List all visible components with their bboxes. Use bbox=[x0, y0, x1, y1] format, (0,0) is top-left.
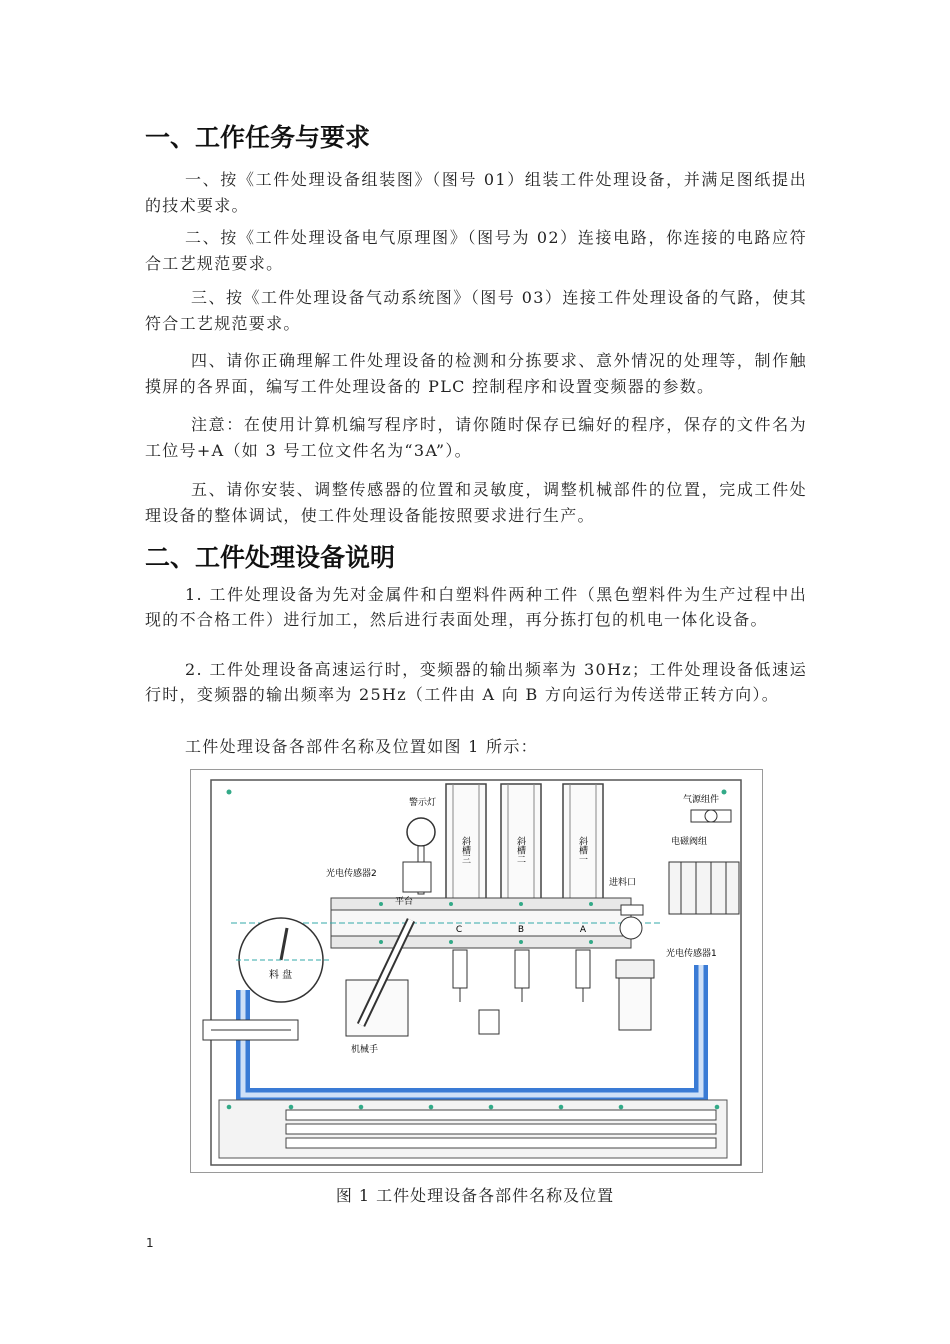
chute-3-label: 斜槽三 bbox=[460, 836, 470, 864]
figure-intro: 工件处理设备各部件名称及位置如图 1 所示： bbox=[185, 737, 538, 756]
position-a-label: A bbox=[579, 925, 587, 935]
chute-1-label: 斜槽一 bbox=[577, 836, 587, 864]
task-paragraph-5: 五、请你安装、调整传感器的位置和灵敏度，调整机械部件的位置，完成工件处理设备的整体调试，使工件处理设备能按照要求进行生产。 bbox=[145, 480, 807, 525]
position-b-label: B bbox=[517, 925, 525, 935]
photo-sensor-1-label: 光电传感器1 bbox=[666, 949, 717, 959]
photo-sensor-2-label: 光电传感器2 bbox=[326, 869, 377, 879]
manipulator-label: 机械手 bbox=[351, 1045, 379, 1055]
task-paragraph-4: 四、请你正确理解工件处理设备的检测和分拣要求、意外情况的处理等，制作触摸屏的各界面，编写工件处理设备的 PLC 控制程序和设置变频器的参数。 bbox=[145, 351, 807, 396]
task-paragraph-3: 三、按《工件处理设备气动系统图》（图号 03）连接工件处理设备的气路，使其符合工艺规范要求。 bbox=[145, 288, 807, 333]
task-paragraph-2: 二、按《工件处理设备电气原理图》（图号为 02）连接电路，你连接的电路应符合工艺规范要求。 bbox=[145, 228, 807, 273]
figure-caption: 图 1 工件处理设备各部件名称及位置 bbox=[335, 1186, 615, 1205]
task-note: 注意：在使用计算机编写程序时，请你随时保存已编好的程序，保存的文件名为工位号+A（如 3 号工位文件名为“3A”）。 bbox=[145, 415, 807, 460]
air-source-unit bbox=[691, 810, 731, 822]
chute-2-label: 斜槽二 bbox=[515, 836, 525, 864]
tray-label: 料 盘 bbox=[269, 970, 293, 981]
position-c-label: C bbox=[455, 925, 463, 935]
warning-light-label: 警示灯 bbox=[409, 798, 437, 808]
figure-1 bbox=[190, 769, 763, 1173]
heading-tasks: 一、工作任务与要求 bbox=[145, 123, 371, 152]
solenoid-valve-group bbox=[669, 862, 739, 914]
tray-fixture bbox=[203, 1020, 298, 1040]
platform-label: 平台 bbox=[395, 897, 414, 907]
air-source-label: 气源组件 bbox=[683, 795, 720, 805]
task-paragraph-1: 一、按《工件处理设备组装图》（图号 01）组装工件处理设备，并满足图纸提出的技术要求。 bbox=[145, 170, 807, 215]
solenoid-valves-label: 电磁阀组 bbox=[671, 837, 708, 847]
desc-paragraph-2: 2. 工件处理设备高速运行时，变频器的输出频率为 30Hz；工件处理设备低速运行时，变频器的输出频率为 25Hz（工件由 A 向 B 方向运行为传送带正转方向）。 bbox=[145, 660, 807, 704]
desc-paragraph-1: 1. 工件处理设备为先对金属件和白塑料件两种工件（黑色塑料件为生产过程中出现的不合格工件）进行加工，然后进行表面处理，再分拣打包的机电一体化设备。 bbox=[145, 585, 807, 629]
heading-device: 二、工件处理设备说明 bbox=[145, 543, 396, 572]
terminal-strip bbox=[219, 1100, 727, 1158]
page-number: 1 bbox=[146, 1236, 154, 1250]
device-diagram bbox=[191, 770, 762, 1172]
feed-port-label: 进料口 bbox=[609, 878, 637, 888]
clamp-block bbox=[479, 1010, 499, 1034]
